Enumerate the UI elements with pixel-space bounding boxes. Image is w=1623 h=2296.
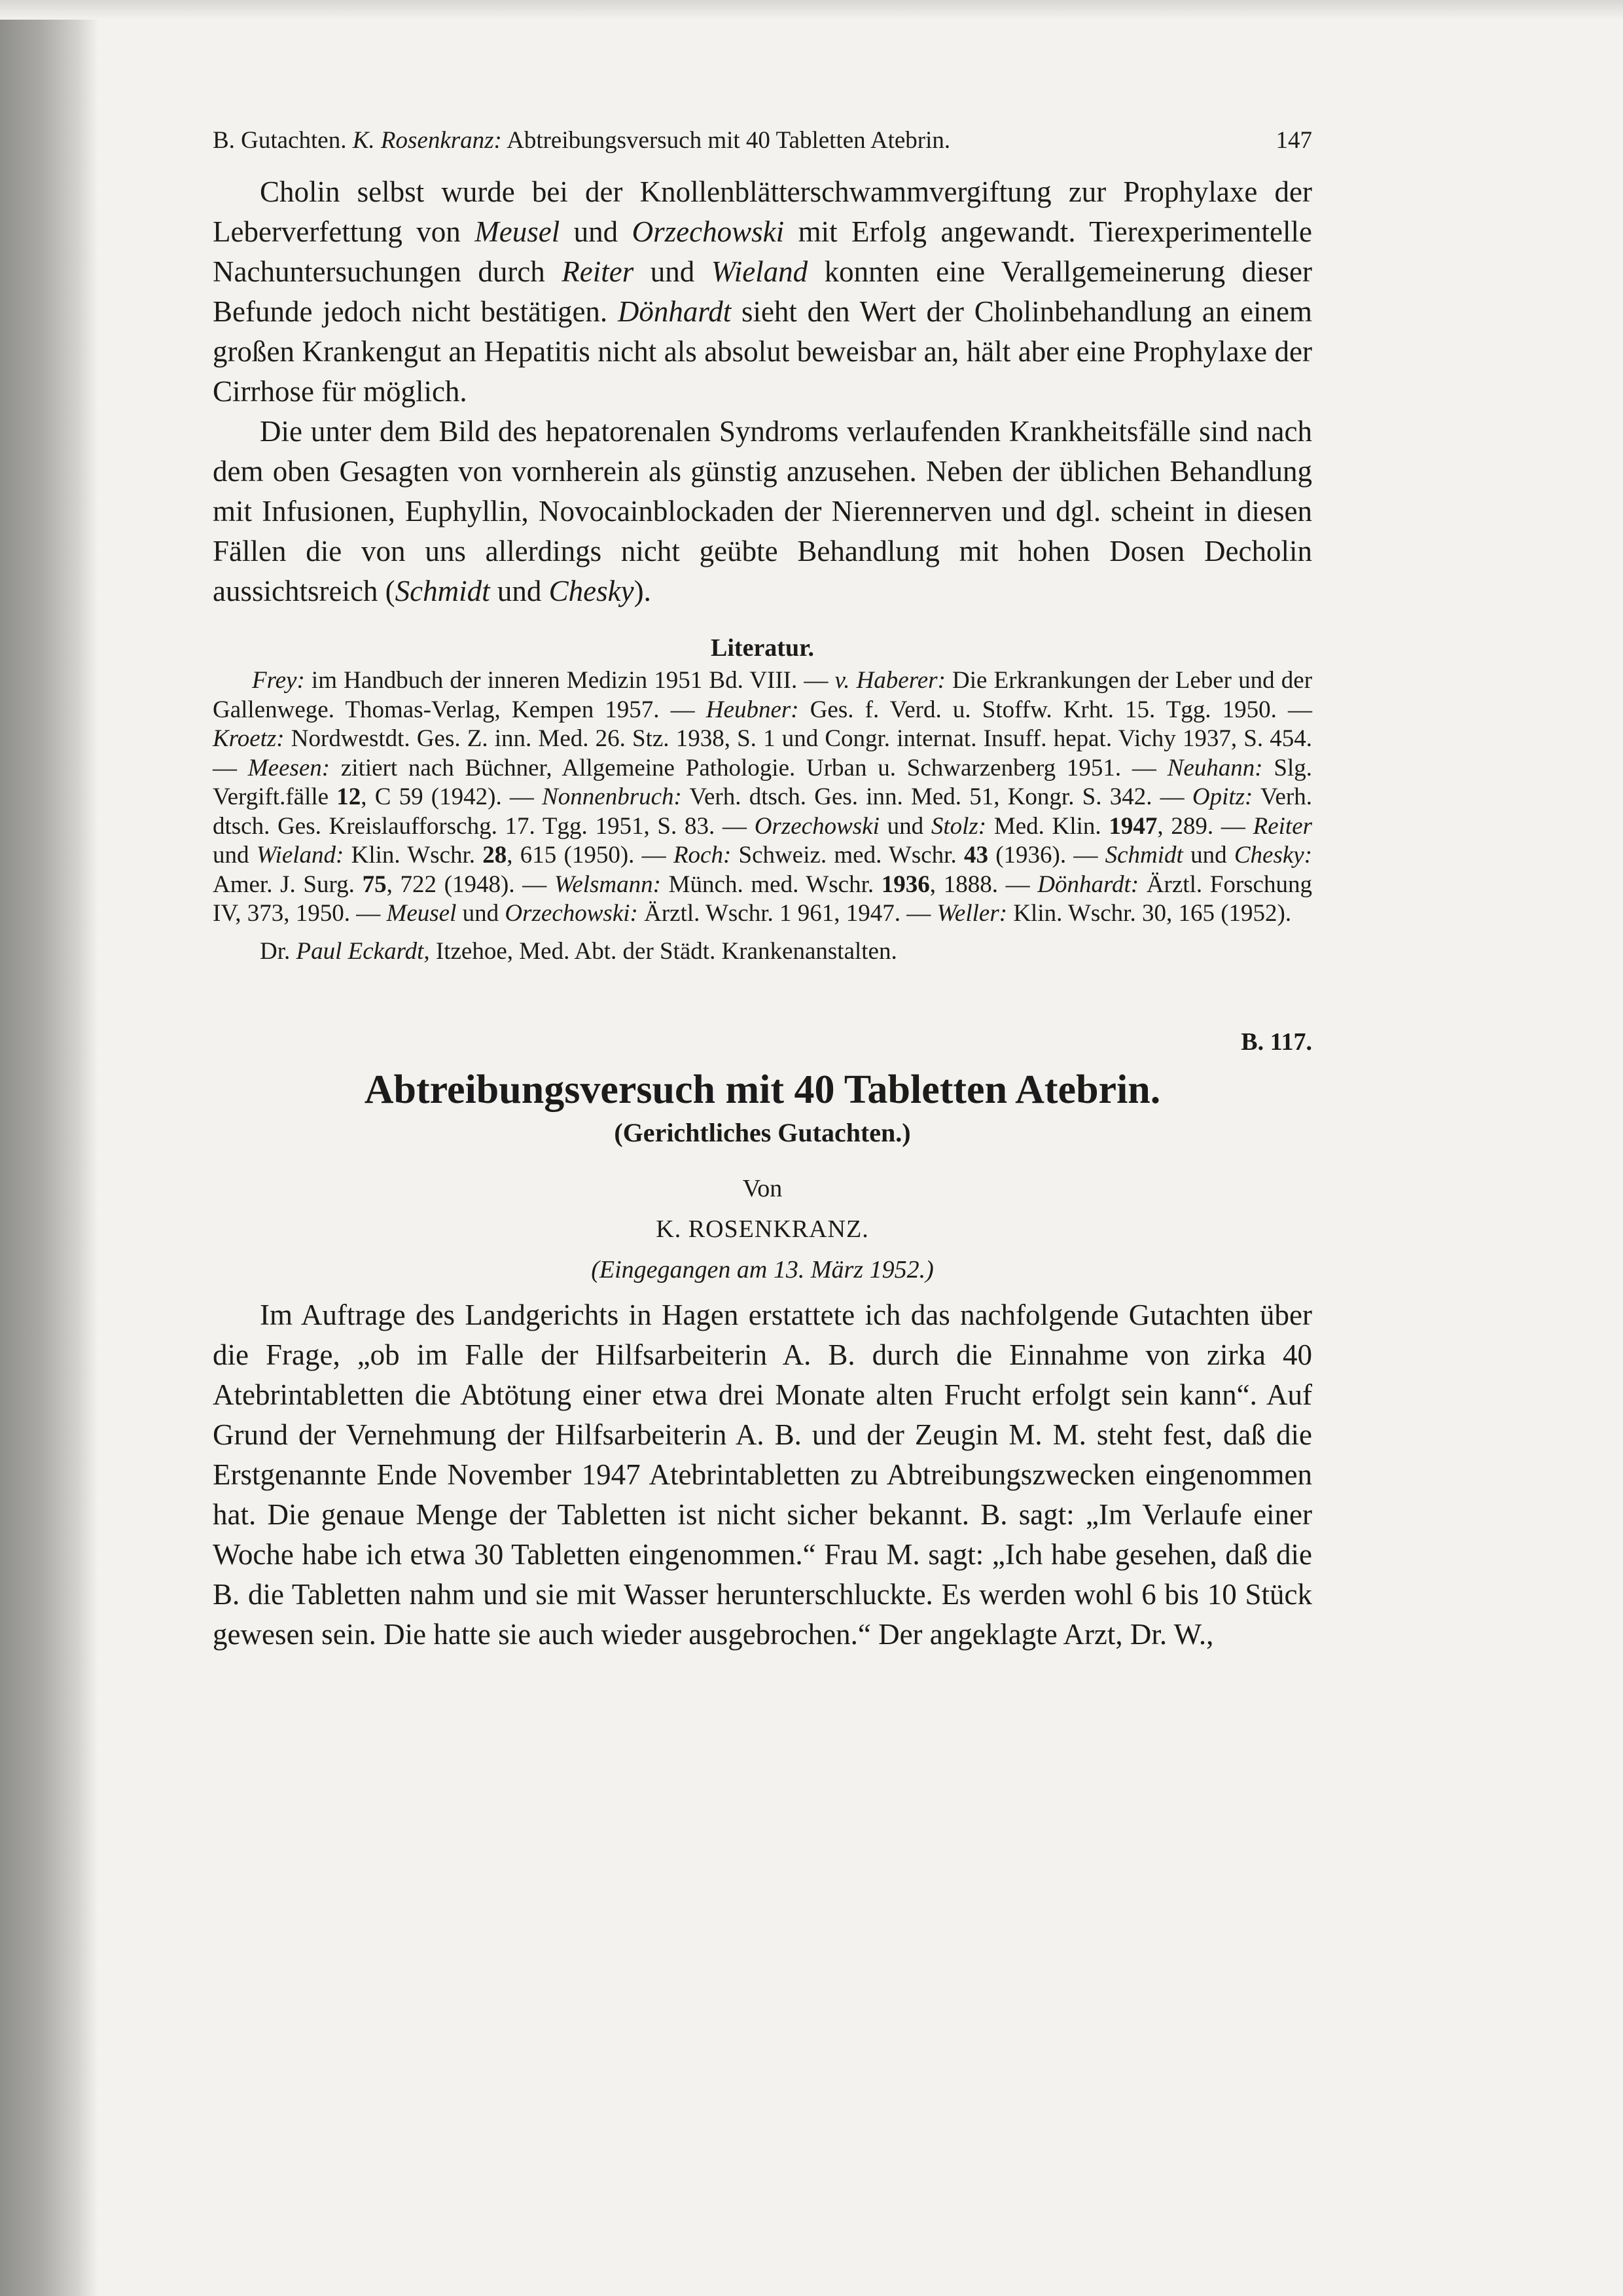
book-page xyxy=(213,121,1312,1655)
article-author: K. ROSENKRANZ. xyxy=(656,1215,869,1243)
article-body xyxy=(213,1295,1312,1655)
paragraph-gutachten: Im Auftrage des Landgerichts in Hagen erstattete ich das nachfolgende Gutachten über die Frage, „ob im Falle der Hilfsarbeiterin A. B. durch die Einnahme von zirka 40 Atebrintabletten die Abtötung einer etwa drei Monate alten Frucht erfolgt sein kann“. Auf Grund der Vernehmung der Hilfsarbeiterin A. B. und der Zeugin M. M. steht fest, daß die Erstgenannte Ende November 1947 Atebrintabletten zu Abtreibungszwecken eingenommen hat. Die genaue Menge der Tabletten ist nicht sicher bekannt. B. sagt: „Im Verlaufe einer Woche habe ich etwa 30 Tabletten eingenommen.“ Frau M. sagt: „Ich habe gesehen, daß die B. die Tabletten nahm und sie mit Wasser herunterschluckte. Es werden wohl 6 bis 10 Stück gewesen sein. Die hatte sie auch wieder ausgebrochen.“ Der angeklagte Arzt, Dr. W., xyxy=(213,1298,1312,1651)
author-signature: Dr. Paul Eckardt, Itzehoe, Med. Abt. der Städt. Krankenanstalten. xyxy=(260,937,897,965)
paragraph-cholin: Cholin selbst wurde bei der Knollenblätterschwammvergiftung zur Prophylaxe der Leberverfettung von Meusel und Orzechowski mit Erfolg angewandt. Tierexperimentelle Nachuntersuchungen durch Reiter und Wieland konnten eine Verallgemeinerung dieser Befunde jedoch nicht bestätigen. Dönhardt sieht den Wert der Cholinbehandlung an einem großen Krankengut an Hepatitis nicht als absolut beweisbar an, hält aber eine Prophylaxe der Cirrhose für möglich. xyxy=(213,175,1313,408)
page-number: 147 xyxy=(1275,127,1312,154)
paragraph-hepatorenal: Die unter dem Bild des hepatorenalen Syndroms verlaufenden Krankheitsfälle sind nach dem oben Gesagten von vornherein als günstig anzusehen. Neben der üblichen Behandlung mit Infusionen, Euphyllin, Novocainblockaden der Nierennerven und dgl. scheint in diesen Fällen die von uns allerdings nicht geübte Behandlung mit hohen Dosen Decholin aussichtsreich (Schmidt und Chesky). xyxy=(213,415,1312,607)
byline-von: Von xyxy=(742,1174,783,1202)
running-head-title: B. Gutachten. K. Rosenkranz: Abtreibungsversuch mit 40 Tabletten Atebrin. xyxy=(213,127,951,154)
literature-list: Frey: im Handbuch der inneren Medizin 1951 Bd. VIII. — v. Haberer: Die Erkrankungen der Leber und der Gallenwege. Thomas-Verlag, Kempen 1957. — Heubner: Ges. f. Verd. u. Stoffw. Krht. 15. Tgg. 1950. — Kroetz: Nordwestdt. Ges. Z. inn. Med. 26. Stz. 1938, S. 1 und Congr. internat. Insuff. hepat. Vichy 1937, S. 454. — Meesen: zitiert nach Büchner, Allgemeine Pathologie. Urban u. Schwarzenberg 1951. — Neuhann: Slg. Vergift.fälle 12, C 59 (1942). — Nonnenbruch: Verh. dtsch. Ges. inn. Med. 51, Kongr. S. 342. — Opitz: Verh. dtsch. Ges. Kreislaufforschg. 17. Tgg. 1951, S. 83. — Orzechowski und Stolz: Med. Klin. 1947, 289. — Reiter und Wieland: Klin. Wschr. 28, 615 (1950). — Roch: Schweiz. med. Wschr. 43 (1936). — Schmidt und Chesky: Amer. J. Surg. 75, 722 (1948). — Welsmann: Münch. med. Wschr. 1936, 1888. — Dönhardt: Ärztl. Forschung IV, 373, 1950. — Meusel und Orzechowski: Ärztl. Wschr. 1 961, 1947. — Weller: Klin. Wschr. 30, 165 (1952). xyxy=(213,667,1313,927)
article-subtitle: (Gerichtliches Gutachten.) xyxy=(614,1117,911,1147)
scan-edge-shadow xyxy=(0,0,98,2296)
received-date: (Eingegangen am 13. März 1952.) xyxy=(591,1255,934,1283)
article-number: B. 117. xyxy=(1241,1028,1312,1056)
running-head xyxy=(213,121,1312,160)
literature-heading: Literatur. xyxy=(711,634,814,662)
continued-text xyxy=(213,172,1312,611)
article-title: Abtreibungsversuch mit 40 Tabletten Atebrin. xyxy=(364,1067,1161,1112)
scan-top-shadow xyxy=(0,0,1623,20)
